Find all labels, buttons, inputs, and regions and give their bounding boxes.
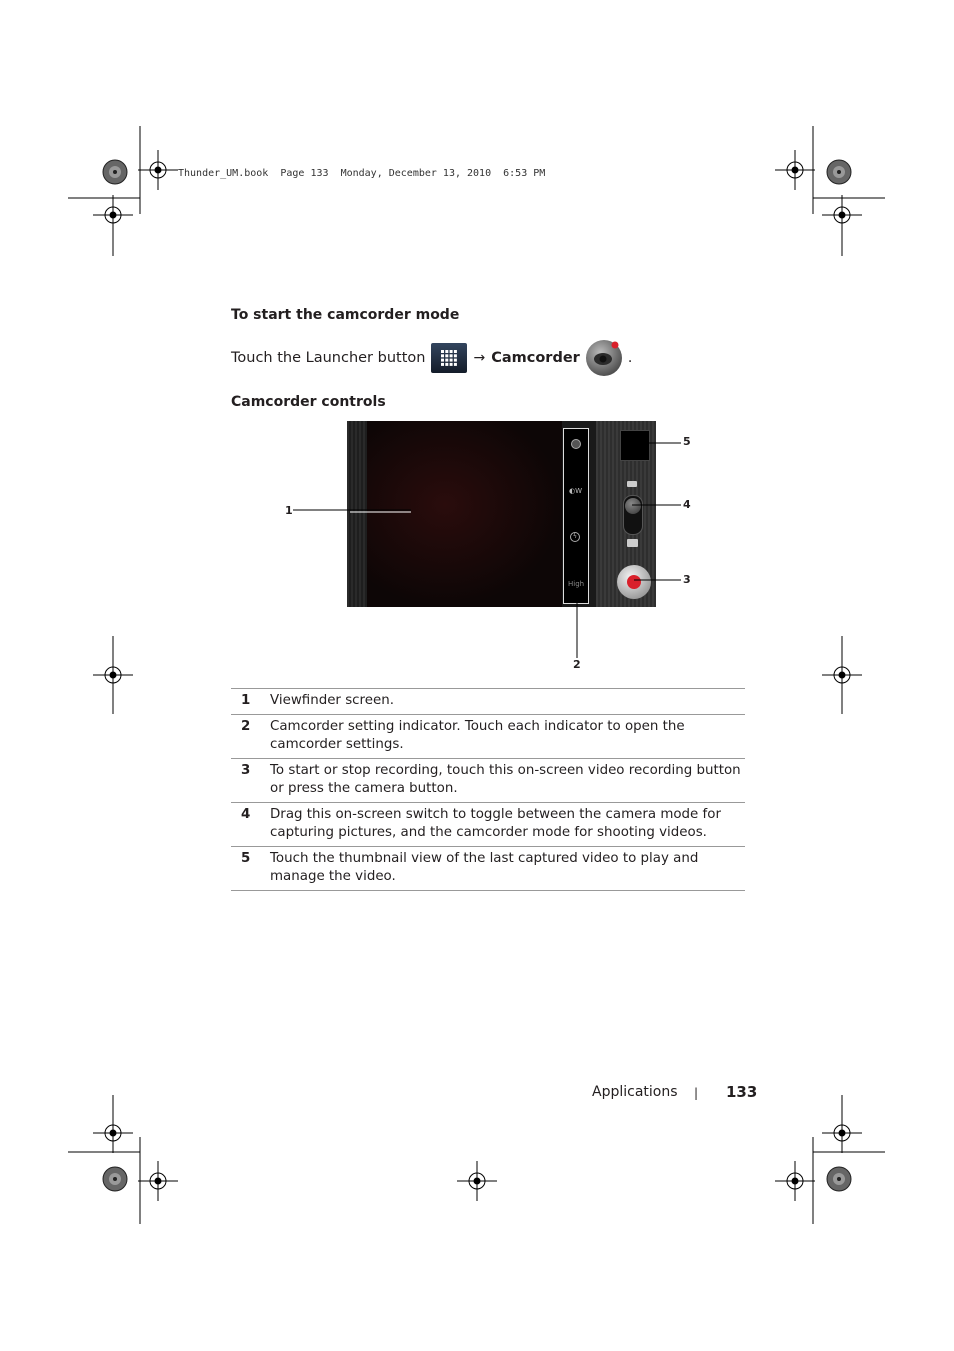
header-page: Page 133 [280,168,329,179]
flash-icon: ϟ [570,532,580,542]
row-description: To start or stop recording, touch this on-screen video recording button or press the camera button. [270,759,745,803]
callout-2: 2 [573,658,581,671]
footer-page-number: 133 [726,1083,758,1101]
table-row [231,715,745,759]
table-row [231,803,745,847]
header-date: Monday, December 13, 2010 [340,168,492,179]
table-row [231,689,745,715]
row-description: Drag this on-screen switch to toggle between the camera mode for capturing pictures, and the camcorder mode for shooting videos. [270,803,745,847]
row-number: 3 [231,759,270,803]
header-time: 6:53 PM [503,168,546,179]
row-description: Camcorder setting indicator. Touch each indicator to open the camcorder settings. [270,715,745,759]
footer-section-name: Applications [592,1084,678,1100]
callout-1: 1 [285,504,293,517]
callout-5: 5 [683,435,691,448]
row-description: Touch the thumbnail view of the last captured video to play and manage the video. [270,847,745,891]
header-file: Thunder_UM.book [178,168,269,179]
callout-3: 3 [683,573,691,586]
table-row [231,847,745,891]
white-balance-icon: ◐W [569,487,583,495]
row-number: 2 [231,715,270,759]
row-number: 5 [231,847,270,891]
row-description: Viewfinder screen. [270,689,745,715]
controls-table [231,688,745,891]
arrow-glyph: → [473,350,486,366]
row-number: 1 [231,689,270,715]
footer-separator: | [694,1086,699,1100]
instruction-trailing: . [627,350,633,366]
quality-label: High [568,580,585,588]
camcorder-label: Camcorder [491,350,580,366]
controls-heading: Camcorder controls [231,394,386,410]
instruction-prefix: Touch the Launcher button [231,350,426,366]
row-number: 4 [231,803,270,847]
table-row [231,759,745,803]
callout-4: 4 [683,498,691,511]
section-heading: To start the camcorder mode [231,307,460,323]
